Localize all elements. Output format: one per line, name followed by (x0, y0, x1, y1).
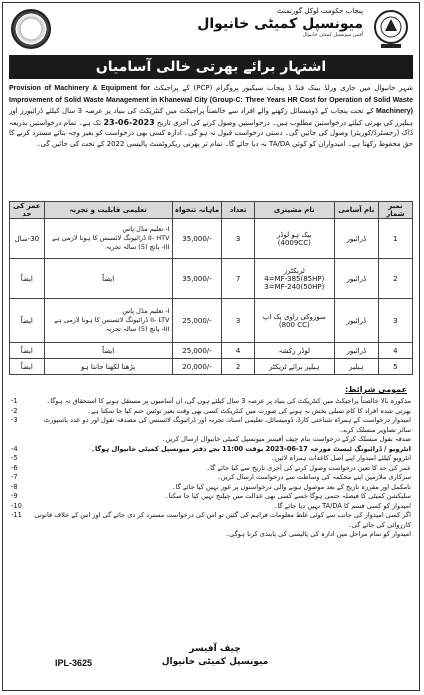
machinery-spec: (800 CC) (278, 320, 310, 329)
cell-machinery (254, 219, 334, 259)
term-number: -8 (11, 482, 18, 491)
header-top-line: پنجاب حکومت لوکل گورنمنٹ (276, 7, 363, 15)
municipal-committee-logo (369, 7, 413, 51)
cell-serial: 2 (378, 259, 412, 299)
term-text: مذکورہ بالا خالصتاً پراجیکٹ میں کنٹریکٹ کی بنیاد پر عرصہ 3 سال کیلئے ہوں گی، ان آسامیوں پر مستقل ہونے کا استحقاق نہ ہوگا۔ (46, 397, 411, 405)
cell-qualification (44, 219, 172, 259)
qual-line: II- HTV ڈرائیونگ لائسنس کا ہونا لازمی ہے (52, 234, 170, 242)
cell-serial: 3 (378, 299, 412, 343)
term-text: عمر کی حد کا تعین درخواست وصول کرنے کی آخری تاریخ سے کیا جائے گا۔ (206, 463, 411, 472)
cell-salary: 35,000/- (172, 219, 222, 259)
qual-line: I- تعلیم مڈل پاس (122, 307, 170, 315)
cell-qualification (44, 299, 172, 343)
cell-post: ڈرائیور (334, 259, 378, 299)
intro-p1: شہر خانیوال میں جاری ورلڈ بینک فنڈ ڈ پنجاب سیکیور پروگرام (PCP) کے پراجیکٹ (153, 84, 413, 92)
machinery-spec: (4009CC) (277, 238, 311, 247)
cell-age: ایضاً (10, 343, 45, 359)
term-item (11, 435, 411, 445)
intro-project-subtitle: Three Years HR Cost for Operation of Solid Waste Machinery) (245, 96, 414, 115)
intro-p3: تک ہے۔ تمام درخواستیں بذریعہ ڈاک (رجسٹرڈ/کوریئر) وصول کی جائیں گی۔ دستی درخواست قبول نہ ہو گی۔ ادارہ کسی بھی درخواست کو بغیر وجہ بتائے مسترد کرنے کا حق محفوظ رکھتا ہے۔ امیدواران کو کوئی TA/DA نہ دیا جائے گا۔ تمام تر بھرتی ریکروٹمنٹ پالیسی 2022 کے تحت کی جائیں گی۔ (9, 118, 413, 148)
title-banner: اشتہار برائے بھرتی خالی آسامیاں (9, 55, 413, 79)
cell-machinery: ہیلپر برائے ٹریکٹر (254, 359, 334, 375)
term-number: -4 (11, 444, 18, 453)
cell-serial: 1 (378, 219, 412, 259)
cell-post: ڈرائیور (334, 219, 378, 259)
term-item (11, 407, 411, 417)
cell-qualification: پڑھنا لکھنا جانتا ہو (44, 359, 172, 375)
cell-machinery: لوڈر رکشہ (254, 343, 334, 359)
table-row (10, 359, 413, 375)
term-item (11, 445, 411, 455)
cell-machinery (254, 259, 334, 299)
intro-paragraph (9, 83, 413, 149)
term-text: نامکمل اور مقررہ تاریخ کے بعد موصول ہونے والی درخواستوں پر غور نہیں کیا جائے گا۔ (171, 482, 411, 491)
signature-org: میونسپل کمیٹی خانیوال (161, 657, 269, 667)
term-number: -7 (11, 473, 18, 481)
col-post: نام آسامی (334, 202, 378, 219)
intro-project-title: Provision of Machinery & Equipment for Improvement of Solid Waste Management in Khanewal City (Group-C: (9, 85, 243, 104)
term-number: -10 (11, 501, 22, 510)
cell-age: ایضاً (10, 359, 45, 375)
ipl-number: IPL-3625 (55, 658, 93, 668)
org-name: میونسپل کمیٹی خانیوال (197, 16, 363, 32)
advertisement-page (2, 2, 420, 691)
cell-post: ڈرائیور (334, 343, 378, 359)
table-header-row (10, 202, 413, 219)
cell-qualification: ایضاً (44, 259, 172, 299)
term-number (11, 435, 25, 445)
cell-quantity: 3 (222, 299, 254, 343)
col-serial: نمبر شمار (378, 202, 412, 219)
term-number: -1 (11, 397, 18, 405)
term-item (11, 502, 411, 512)
cell-quantity: 7 (222, 259, 254, 299)
term-number: -11 (11, 511, 22, 519)
cell-quantity: 4 (222, 343, 254, 359)
col-qualification: تعلیمی قابلیت و تجربہ (44, 202, 172, 219)
term-text: صدقہ نقول منسلک کرکے درخواست بنام چیف آفیسر میونسپل کمیٹی خانیوال ارسال کریں۔ (161, 435, 411, 443)
term-item (11, 492, 411, 502)
cell-salary: 25,000/- (172, 299, 222, 343)
machinery-name: ٹریکٹرز (283, 266, 305, 275)
col-machinery: نام مشینری (254, 202, 334, 219)
cell-salary: 20,000/- (172, 359, 222, 375)
table-row (10, 299, 413, 343)
cell-post: ڈرائیور (334, 299, 378, 343)
machinery-name: بیک ہو لوڈر (276, 230, 312, 239)
header-text (103, 7, 363, 39)
machinery-spec: 3=MF-240(50HP) (264, 282, 325, 291)
cell-salary: 35,000/- (172, 259, 222, 299)
intro-p2: کے تحت پنجاب کے ڈومیسائل رکھنے والے افراد سے خالصتاً پراجیکٹ میں کنٹریکٹ کی بنیاد پر عرصہ 3 سال کیلئے ڈرائیورز اور ہیلپرز کی بھرتی کیلئے درخواستیں مطلوب ہیں۔ درخواستیں وصول کرنے کی آخری تاریخ (9, 107, 413, 127)
header (3, 3, 419, 51)
qual-line: III- پانچ (5) سالہ تجربہ (105, 243, 170, 251)
terms-title: عمومی شرائط: (344, 385, 407, 394)
term-text: اگر کسی امیدوار کی جانب سے کوئی غلط معلومات فراہم کی گئیں تو اس کی درخواست مسترد کر دی جائے گی اور اس کے خلاف قانونی کارروائی کی جائے گی۔ (34, 511, 411, 529)
table-row (10, 343, 413, 359)
term-item (11, 511, 411, 530)
header-sub-line: آفس میونسپل کمیٹی خانیوال (302, 32, 363, 38)
qual-line: III- پانچ (5) سالہ تجربہ (105, 325, 170, 333)
term-item (11, 397, 411, 407)
term-text: امیدوار کو تمام مراحل میں ادارہ کی پالیسی کی پابندی کرنا ہوگی۔ (225, 530, 411, 538)
term-number (11, 530, 25, 540)
term-item (11, 483, 411, 493)
term-item (11, 530, 411, 540)
cell-serial: 4 (378, 343, 412, 359)
col-quantity: تعداد (222, 202, 254, 219)
cell-quantity: 3 (222, 219, 254, 259)
cell-salary: 25,000/- (172, 343, 222, 359)
col-salary: ماہانہ تنخواہ (172, 202, 222, 219)
term-item (11, 454, 411, 464)
terms-list (11, 397, 411, 540)
term-text: انٹرویو / ڈرائیونگ ٹیسٹ مورخہ 17-06-2023 بوقت 11:00 بجے دفتر میونسپل کمیٹی خانیوال ہوگا۔ (91, 444, 411, 453)
signature-block (153, 643, 277, 669)
cell-qualification: ایضاً (44, 343, 172, 359)
cell-age: 30-سال (10, 219, 45, 259)
cell-age: ایضاً (10, 259, 45, 299)
term-number: -9 (11, 492, 18, 500)
term-text: بھرتی شدہ افراد کا کام تسلی بخش نہ ہونے کی صورت میں کنٹریکٹ کسی بھی وقت بغیر نوٹس ختم کیا جا سکتا ہے۔ (87, 406, 411, 415)
punjab-emblem-logo (11, 9, 51, 49)
term-text: سرکاری ملازمین اپنے محکمہ کی وساطت سے درخواست ارسال کریں۔ (216, 473, 411, 481)
vacancy-table (9, 201, 413, 375)
qual-line: II- LTV ڈرائیونگ لائسنس کا ہونا لازمی ہے (54, 316, 170, 324)
term-item (11, 473, 411, 483)
term-text: امیدوار درخواست کے ہمراہ شناختی کارڈ، ڈومیسائل، تعلیمی اسناد، تجربہ اور ڈرائیونگ لائسنس کی مصدقہ نقول اور دو عدد پاسپورٹ سائز تصاویر منسلک کرے۔ (43, 416, 411, 434)
term-number: -3 (11, 416, 18, 424)
cell-serial: 5 (378, 359, 412, 375)
term-text: سلیکشن کمیٹی کا فیصلہ حتمی ہوگا جسے کسی بھی عدالت میں چیلنج نہیں کیا جا سکتا۔ (164, 492, 411, 500)
term-item (11, 464, 411, 474)
term-text: امیدوار کو کسی قسم کا TA/DA نہیں دیا جائے گا۔ (273, 501, 411, 510)
machinery-name: سوزوکی راوی پک اپ (262, 312, 326, 321)
cell-quantity: 2 (222, 359, 254, 375)
qual-line: I- تعلیم مڈل پاس (122, 225, 170, 233)
term-number: -2 (11, 406, 18, 415)
cell-age: ایضاً (10, 299, 45, 343)
term-number: -6 (11, 463, 18, 472)
machinery-spec: 4=MF-385(85HP) (264, 274, 325, 283)
last-date: 23-06-2023 (103, 117, 155, 127)
col-age: عمر کی حد (10, 202, 45, 219)
cell-machinery (254, 299, 334, 343)
table-row (10, 219, 413, 259)
term-item (11, 416, 411, 435)
term-number: -5 (11, 454, 18, 462)
cell-post: ہیلپر (334, 359, 378, 375)
signature-title: چیف آفیسر (189, 644, 241, 654)
term-text: انٹرویو کیلئے امیدوار اپنے اصل کاغذات ہمراہ لائیں۔ (270, 454, 411, 462)
table-row (10, 259, 413, 299)
